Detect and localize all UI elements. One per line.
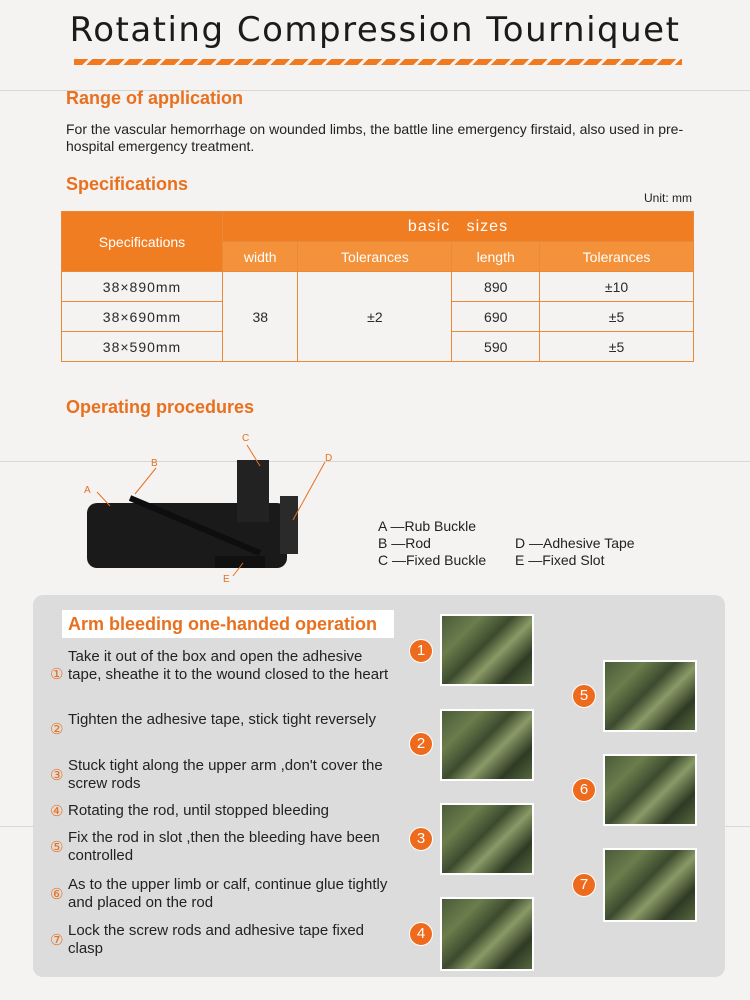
leader-line xyxy=(293,462,325,520)
table-cell-spec: 38×690mm xyxy=(62,302,223,332)
photo-number-badge: 5 xyxy=(572,684,596,708)
step-number: ② xyxy=(50,721,64,738)
fixed-buckle-shape xyxy=(237,460,269,522)
table-cell-length: 890 xyxy=(452,272,540,302)
legend-fixed-slot: E —Fixed Slot xyxy=(515,552,605,568)
step-photo-5 xyxy=(603,660,697,732)
table-cell-spec: 38×890mm xyxy=(62,272,223,302)
step-item xyxy=(50,648,390,702)
photo-number-badge: 3 xyxy=(409,827,433,851)
table-header-width: width xyxy=(223,242,298,272)
specifications-table xyxy=(61,211,694,362)
table-cell-width: 38 xyxy=(223,272,298,362)
legend-fixed-buckle: C —Fixed Buckle xyxy=(378,552,487,568)
table-cell-length: 590 xyxy=(452,332,540,362)
step-text: Rotating the rod, until stopped bleeding xyxy=(68,802,330,819)
photo-number-badge: 2 xyxy=(409,732,433,756)
step-item xyxy=(50,802,390,820)
range-text: For the vascular hemorrhage on wounded limbs, the battle line emergency firstaid, also used in pre-hospital emergency treatment. xyxy=(66,121,684,154)
legend-rod: B —Rod xyxy=(378,535,431,551)
step-number: ⑦ xyxy=(50,932,64,949)
page-title: Rotating Compression Tourniquet xyxy=(69,10,681,50)
step-photo-2 xyxy=(440,709,534,781)
adhesive-tape-shape xyxy=(280,496,298,554)
step-item xyxy=(50,876,390,912)
photo-number-badge: 4 xyxy=(409,922,433,946)
step-text: Fix the rod in slot ,then the bleeding have been controlled xyxy=(68,829,380,864)
marker-b: B xyxy=(151,458,158,469)
marker-e: E xyxy=(223,574,230,585)
procedures-heading: Operating procedures xyxy=(66,397,255,417)
arm-operation-title: Arm bleeding one-handed operation xyxy=(62,610,394,638)
step-text: Stuck tight along the upper arm ,don't cover the screw rods xyxy=(68,757,383,792)
range-heading: Range of application xyxy=(66,88,244,108)
table-header-length: length xyxy=(452,242,540,272)
step-item xyxy=(50,922,390,958)
step-photo-4 xyxy=(440,897,534,971)
table-cell-width-tolerance: ±2 xyxy=(298,272,452,362)
table-row xyxy=(62,272,694,302)
legend-rub-buckle: A —Rub Buckle xyxy=(378,518,477,534)
photo-number-badge: 1 xyxy=(409,639,433,663)
step-number: ④ xyxy=(50,803,64,820)
step-text: As to the upper limb or calf, continue glue tightly and placed on the rod xyxy=(68,876,388,911)
step-number: ③ xyxy=(50,767,64,784)
step-item xyxy=(50,711,390,747)
legend-adhesive-tape: D —Adhesive Tape xyxy=(515,535,635,551)
table-header-tolerances: Tolerances xyxy=(298,242,452,272)
table-header-specifications: Specifications xyxy=(62,212,223,272)
table-cell-spec: 38×590mm xyxy=(62,332,223,362)
title-underline-stripe xyxy=(74,59,682,65)
step-item xyxy=(50,757,390,793)
unit-label: Unit: mm xyxy=(644,191,692,205)
step-number: ⑥ xyxy=(50,886,64,903)
step-text: Take it out of the box and open the adhesive tape, sheathe it to the wound closed to the heart xyxy=(68,648,389,683)
step-photo-3 xyxy=(440,803,534,875)
table-cell-length-tolerance: ±5 xyxy=(540,332,694,362)
table-cell-length: 690 xyxy=(452,302,540,332)
step-photo-7 xyxy=(603,848,697,922)
marker-c: C xyxy=(242,433,250,444)
table-cell-length-tolerance: ±10 xyxy=(540,272,694,302)
table-header-tolerances: Tolerances xyxy=(540,242,694,272)
table-header-basic-sizes: basic sizes xyxy=(223,212,694,242)
step-number: ⑤ xyxy=(50,839,64,856)
step-photo-6 xyxy=(603,754,697,826)
step-number: ① xyxy=(50,666,64,683)
tourniquet-diagram xyxy=(75,428,345,588)
step-item xyxy=(50,829,390,865)
marker-a: A xyxy=(84,485,91,496)
photo-number-badge: 6 xyxy=(572,778,596,802)
photo-number-badge: 7 xyxy=(572,873,596,897)
table-cell-length-tolerance: ±5 xyxy=(540,302,694,332)
leader-line xyxy=(135,468,156,494)
specifications-heading: Specifications xyxy=(66,174,189,194)
step-text: Lock the screw rods and adhesive tape fixed clasp xyxy=(68,922,365,957)
step-text: Tighten the adhesive tape, stick tight reversely xyxy=(68,711,376,728)
step-photo-1 xyxy=(440,614,534,686)
marker-d: D xyxy=(325,453,333,464)
